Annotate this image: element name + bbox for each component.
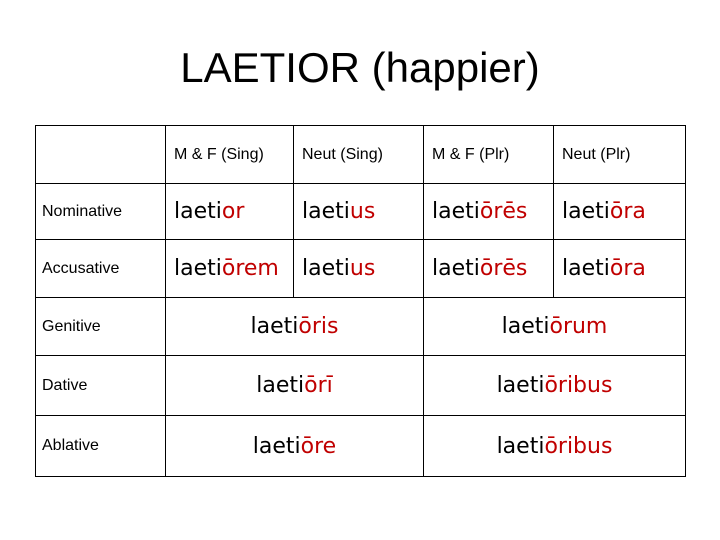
row-nominative <box>36 184 686 240</box>
form-stem: laeti <box>432 199 480 224</box>
form-ending: ōrum <box>549 314 608 339</box>
form-stem: laeti <box>256 373 305 398</box>
case-label: Accusative <box>36 240 166 298</box>
form-ending: ōra <box>609 256 646 281</box>
form-cell-plural <box>424 356 686 416</box>
form-stem: laeti <box>562 256 610 281</box>
form-ending: ōrī <box>304 373 333 398</box>
case-label: Genitive <box>36 298 166 356</box>
header-mf-sing: M & F (Sing) <box>166 126 294 184</box>
form-ending: ōrēs <box>479 199 528 224</box>
form-stem: laeti <box>501 314 550 339</box>
form-ending: us <box>349 256 376 281</box>
form-cell-singular <box>166 416 424 477</box>
form-stem: laeti <box>302 256 350 281</box>
row-dative <box>36 356 686 416</box>
form-cell <box>554 184 686 240</box>
form-ending: ōris <box>298 314 339 339</box>
header-neut-plr: Neut (Plr) <box>554 126 686 184</box>
form-cell <box>166 184 294 240</box>
form-stem: laeti <box>562 199 610 224</box>
form-cell-plural <box>424 416 686 477</box>
case-label: Nominative <box>36 184 166 240</box>
form-ending: ōre <box>300 433 337 459</box>
form-ending: ōribus <box>544 373 613 398</box>
header-neut-sing: Neut (Sing) <box>294 126 424 184</box>
form-cell <box>424 240 554 298</box>
row-ablative <box>36 416 686 477</box>
form-cell <box>294 240 424 298</box>
form-stem: laeti <box>496 433 545 459</box>
form-cell-singular <box>166 298 424 356</box>
form-ending: us <box>349 199 376 224</box>
form-ending: ōrem <box>221 256 279 281</box>
row-accusative <box>36 240 686 298</box>
form-ending: ōra <box>609 199 646 224</box>
form-cell <box>166 240 294 298</box>
form-cell <box>294 184 424 240</box>
case-label: Dative <box>36 356 166 416</box>
declension-table <box>35 125 686 477</box>
case-label: Ablative <box>36 416 166 477</box>
form-ending: ōrēs <box>479 256 528 281</box>
form-stem: laeti <box>496 373 545 398</box>
row-genitive <box>36 298 686 356</box>
form-stem: laeti <box>252 433 301 459</box>
header-mf-plr: M & F (Plr) <box>424 126 554 184</box>
form-stem: laeti <box>302 199 350 224</box>
form-stem: laeti <box>432 256 480 281</box>
form-stem: laeti <box>250 314 299 339</box>
form-ending: or <box>221 199 245 224</box>
form-cell-singular <box>166 356 424 416</box>
form-cell <box>554 240 686 298</box>
page-title: LAETIOR (happier) <box>180 44 540 91</box>
header-row <box>36 126 686 184</box>
form-cell-plural <box>424 298 686 356</box>
form-stem: laeti <box>174 199 222 224</box>
form-cell <box>424 184 554 240</box>
form-stem: laeti <box>174 256 222 281</box>
header-blank-cell <box>36 126 166 184</box>
form-ending: ōribus <box>544 433 613 459</box>
